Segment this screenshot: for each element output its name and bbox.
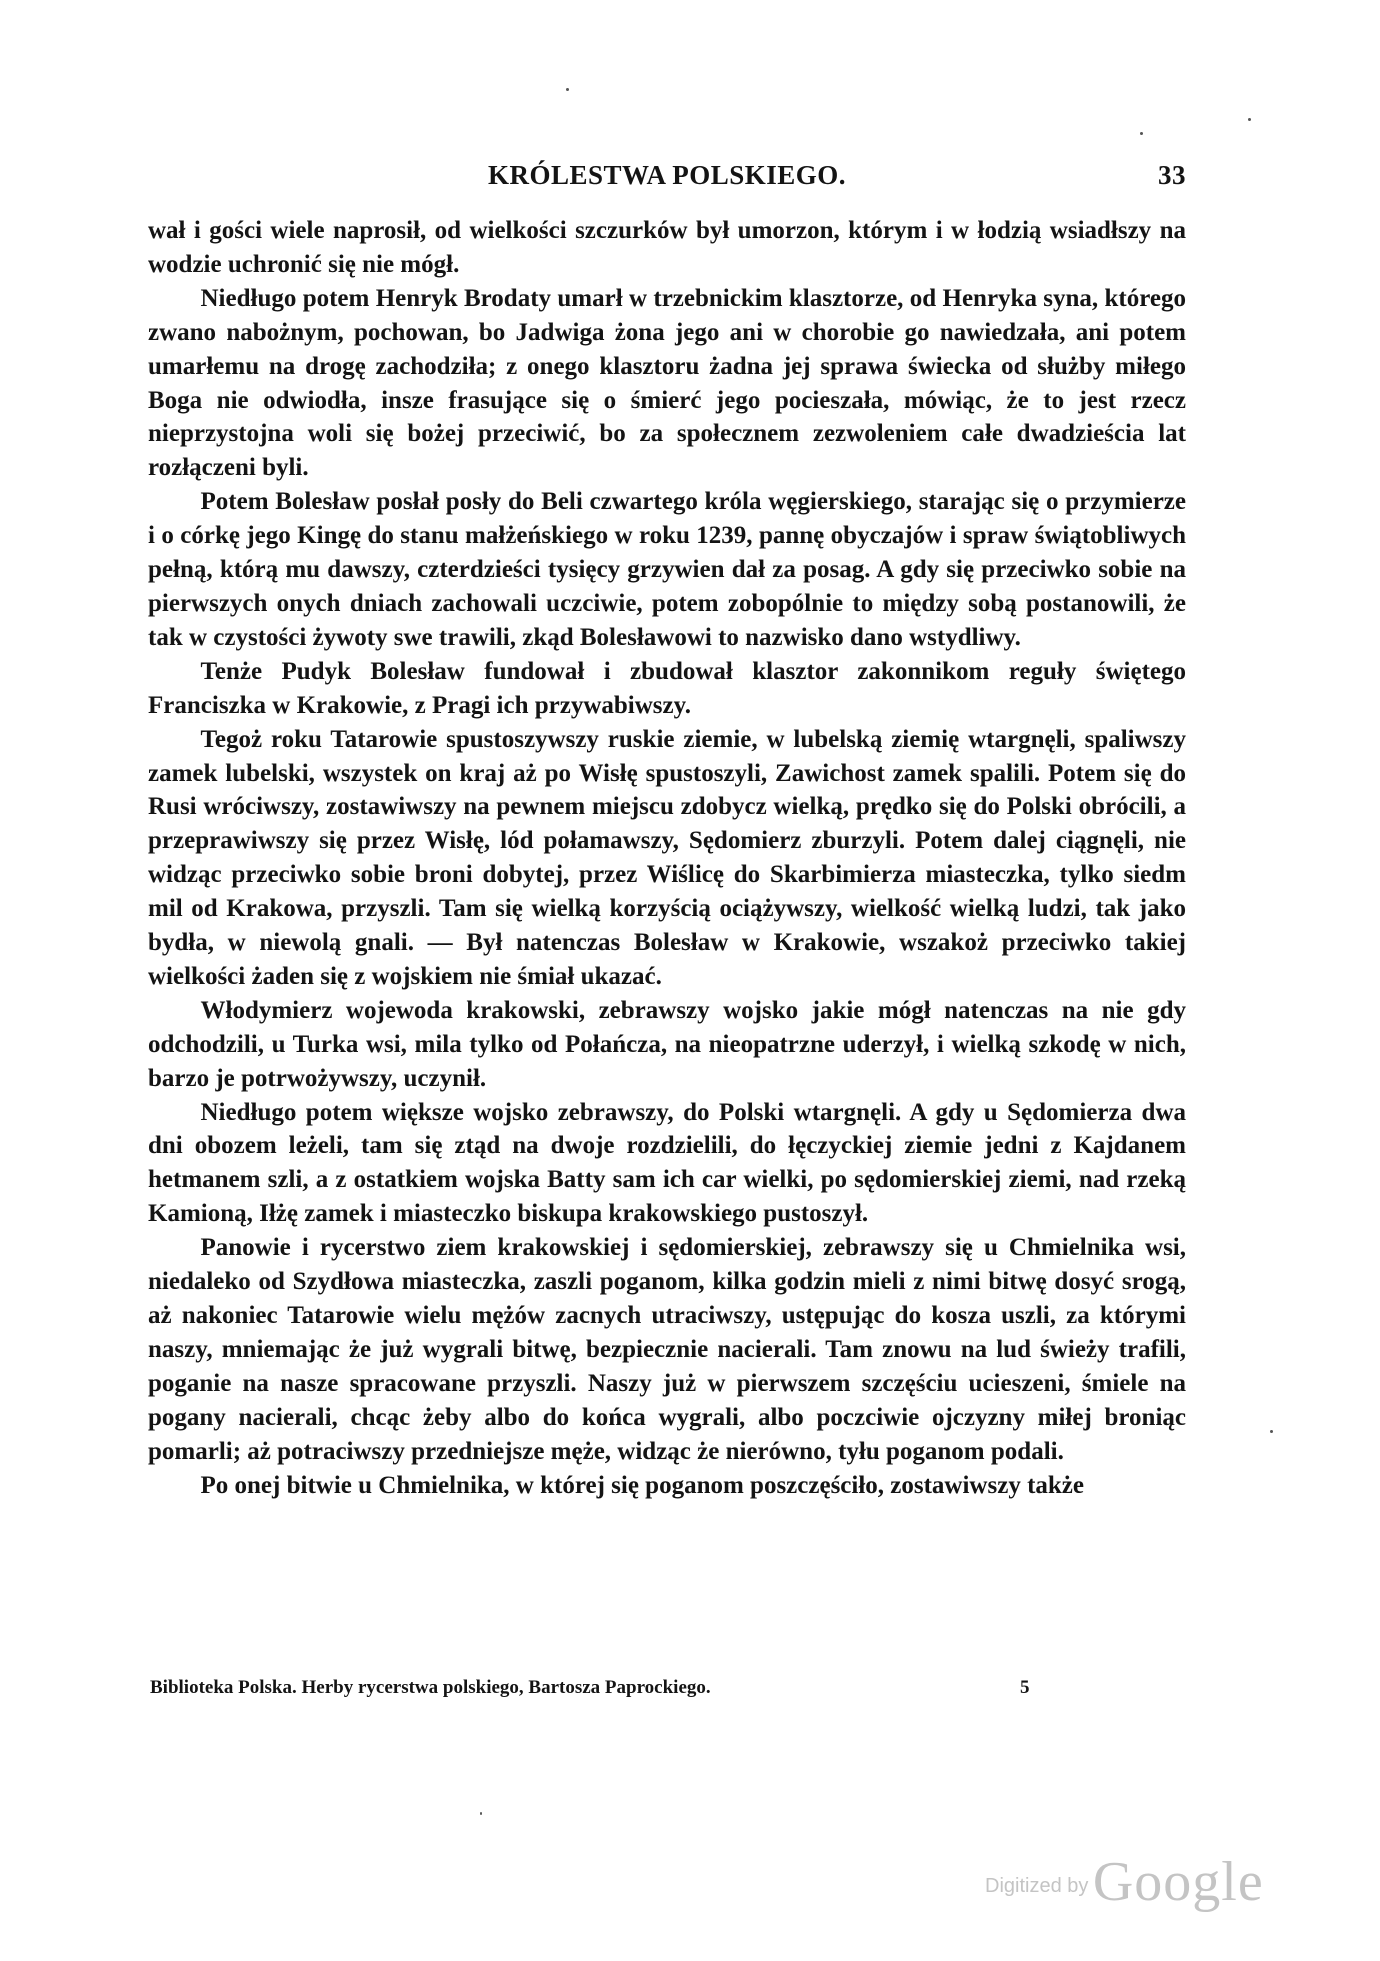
imprint-line: Biblioteka Polska. Herby rycerstwa polskiego, Bartosza Paprockiego.	[150, 1677, 711, 1698]
paragraph: Potem Bolesław posłał posły do Beli czwartego króla węgierskiego, starając się o przymierze i o córkę jego Kingę do stanu małżeńskiego w roku 1239, pannę obyczajów i spraw świątobliwych pełną, którą mu dawszy, czterdzieści tysięcy grzywien dał za posag. A gdy się przeciwko sobie na pierwszych onych dniach zachowali uczciwie, potem zobopólnie to między sobą postanowili, że tak w czystości żywoty swe trawili, zkąd Bolesławowi to nazwisko dano wstydliwy.	[148, 488, 1186, 651]
paragraph: Tegoż roku Tatarowie spustoszywszy ruskie ziemie, w lubelską ziemię wtargnęli, spaliwszy zamek lubelski, wszystek on kraj aż po Wisłę spustoszyli, Zawichost zamek spalili. Potem się do Rusi wróciwszy, zostawiwszy na pewnem miejscu zdobycz wielką, prędko się do Polski obrócili, a przeprawiwszy się przez Wisłę, lód połamawszy, Sędomierz zburzyli. Potem dalej ciągnęli, nie widząc przeciwko sobie broni dobytej, przez Wiślicę do Skarbimierza miasteczka, tylko siedm mil od Krakowa, przyszli. Tam się wielką korzyścią ociążywszy, wielkość wielką ludzi, tak jako bydła, w niewolą gnali. — Był natenczas Bolesław w Krakowie, wszakoż przeciwko takiej wielkości żaden się z wojskiem nie śmiał ukazać.	[148, 725, 1186, 990]
signature-mark: 5	[1020, 1677, 1030, 1698]
paragraph: Włodymierz wojewoda krakowski, zebrawszy wojsko jakie mógł natenczas na nie gdy odchodzili, u Turka wsi, mila tylko od Połańcza, na nieopatrzne uderzył, i wielką szkodę w nich, barzo je potrwożywszy, uczynił.	[148, 996, 1186, 1092]
body-text	[148, 214, 1186, 1502]
scan-speck	[480, 1812, 482, 1815]
paragraph: Tenże Pudyk Bolesław fundował i zbudował klasztor zakonnikom reguły świętego Franciszka w Krakowie, z Pragi ich przywabiwszy.	[148, 657, 1186, 719]
paragraph: Po onej bitwie u Chmielnika, w której się poganom poszczęściło, zostawiwszy także	[200, 1471, 1084, 1499]
page-header	[148, 160, 1186, 200]
scan-speck	[1248, 118, 1251, 121]
paragraph: Niedługo potem Henryk Brodaty umarł w trzebnickim klasztorze, od Henryka syna, którego zwano nabożnym, pochowan, bo Jadwiga żona jego ani w chorobie go nawiedzała, ani potem umarłemu na drogę zachodziła; z onego klasztoru żadna jej sprawa świecka od służby miłego Boga nie odwiodła, insze frasujące się o śmierć jego pocieszała, mówiąc, że to jest rzecz nieprzystojna woli się bożej przeciwić, bo za społecznem zezwoleniem całe dwadzieścia lat rozłączeni byli.	[148, 284, 1186, 482]
paragraph: Panowie i rycerstwo ziem krakowskiej i sędomierskiej, zebrawszy się u Chmielnika wsi, niedaleko od Szydłowa miasteczka, zaszli poganom, kilka godzin mieli z nimi bitwę dosyć srogą, aż nakoniec Tatarowie wielu mężów zacnych utraciwszy, ustępując do kosza uszli, za którymi naszy, mniemając że już wygrali bitwę, bezpiecznie nacierali. Tam znowu na lud świeży trafili, poganie na nasze spracowane przyszli. Naszy już w pierwszem szczęściu ucieszeni, śmiele na pogany nacierali, chcąc żeby albo do końca wygrali, albo poczciwie ojczyzny miłej broniąc pomarli; aż potraciwszy przedniejsze męże, widząc że nierówno, tyłu poganom podali.	[148, 1234, 1186, 1465]
paragraph: wał i gości wiele naprosił, od wielkości szczurków był umorzon, którym i w łodzią wsiadłszy na wodzie uchronić się nie mógł.	[148, 217, 1186, 278]
digitized-watermark	[985, 1850, 1264, 1914]
watermark-brand: Google	[1092, 1851, 1264, 1913]
scan-speck	[566, 88, 569, 91]
running-title: KRÓLESTWA POLSKIEGO.	[487, 160, 847, 190]
paragraph: Niedługo potem większe wojsko zebrawszy, do Polski wtargnęli. A gdy u Sędomierza dwa dni obozem leżeli, tam się ztąd na dwoje rozdzielili, do łęczyckiej ziemie jedni z Kajdanem hetmanem szli, a z ostatkiem wojska Batty sam ich car wielki, po sędomierskiej ziemi, nad rzeką Kamioną, Iłżę zamek i miasteczko biskupa krakowskiego pustoszył.	[148, 1098, 1186, 1228]
page-number: 33	[1158, 160, 1186, 190]
page-footer	[150, 1677, 1050, 1699]
scan-speck	[1270, 1430, 1273, 1433]
watermark-prefix: Digitized by	[985, 1875, 1089, 1897]
scan-speck	[1140, 132, 1143, 135]
